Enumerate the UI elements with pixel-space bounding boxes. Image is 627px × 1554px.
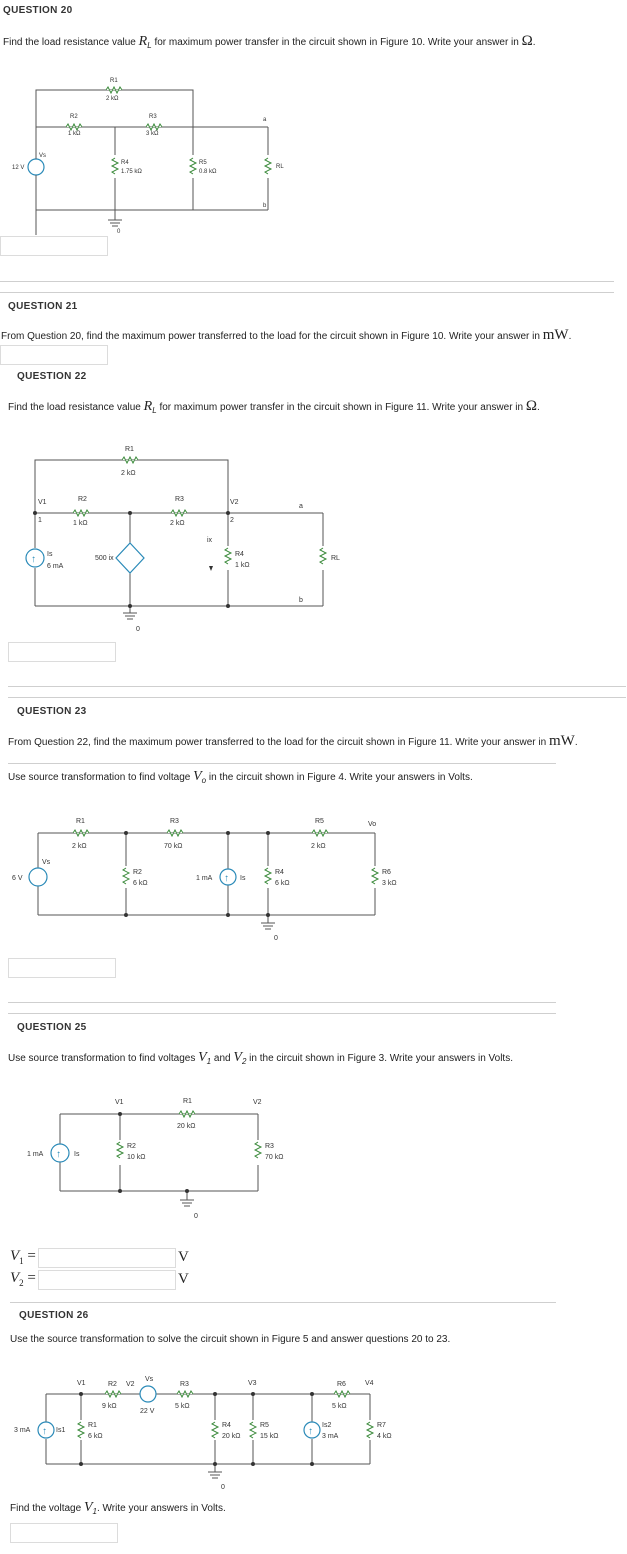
figure-5-circuit	[0, 1372, 420, 1492]
svg-text:6 kΩ: 6 kΩ	[133, 880, 148, 887]
question-22-header: QUESTION 22	[17, 371, 87, 382]
svg-text:ix: ix	[207, 537, 213, 544]
svg-text:500 ix: 500 ix	[95, 555, 114, 562]
svg-text:0: 0	[274, 935, 278, 942]
question-21-prompt: From Question 20, find the maximum power transferred to the load for the circuit shown in Figure 10. Write your answer in mW.	[1, 327, 572, 343]
svg-text:R5: R5	[315, 818, 324, 825]
svg-text:2 kΩ: 2 kΩ	[121, 470, 136, 477]
resistor-r3-icon	[177, 1391, 193, 1397]
resistor-r2-icon	[117, 1142, 123, 1158]
svg-text:R1: R1	[88, 1422, 97, 1429]
question-26-subprompt: Find the voltage $V_1$. Write your answers in Volts.	[10, 1500, 226, 1516]
resistor-r2-icon	[105, 1391, 121, 1397]
svg-text:12 V: 12 V	[12, 165, 25, 171]
svg-text:R2: R2	[133, 869, 142, 876]
svg-text:6 kΩ: 6 kΩ	[88, 1433, 103, 1440]
figure-3-circuit	[0, 1090, 310, 1225]
svg-text:V1: V1	[38, 499, 47, 506]
divider	[8, 697, 626, 698]
svg-text:15 kΩ: 15 kΩ	[260, 1433, 279, 1440]
divider	[0, 292, 614, 293]
svg-text:3 kΩ: 3 kΩ	[146, 131, 159, 137]
svg-text:R4: R4	[222, 1422, 231, 1429]
question-23-prompt: From Question 22, find the maximum power transferred to the load for the circuit shown in Figure 11. Write your answer in mW.	[8, 733, 578, 749]
v1-unit: V	[178, 1249, 189, 1265]
svg-text:R3: R3	[170, 818, 179, 825]
divider	[8, 1013, 556, 1014]
resistor-r4-icon	[225, 548, 231, 564]
svg-text:2 kΩ: 2 kΩ	[72, 843, 87, 850]
question-20-answer-input[interactable]	[0, 236, 108, 256]
svg-text:↑: ↑	[31, 554, 36, 565]
svg-text:9 kΩ: 9 kΩ	[102, 1403, 117, 1410]
voltage-source-icon	[28, 159, 44, 175]
resistor-rl-icon	[320, 548, 326, 564]
resistor-r5-icon	[190, 158, 196, 174]
svg-text:Vo: Vo	[368, 821, 377, 828]
svg-text:6 kΩ: 6 kΩ	[275, 880, 290, 887]
resistor-r3-icon	[167, 830, 183, 836]
resistor-r2-icon	[66, 124, 82, 130]
svg-text:1 kΩ: 1 kΩ	[235, 562, 250, 569]
svg-text:6 V: 6 V	[12, 875, 23, 882]
svg-text:3 kΩ: 3 kΩ	[382, 880, 397, 887]
svg-text:20 kΩ: 20 kΩ	[177, 1123, 196, 1130]
svg-text:R3: R3	[175, 496, 184, 503]
svg-text:70 kΩ: 70 kΩ	[265, 1154, 284, 1161]
svg-text:1 mA: 1 mA	[196, 875, 213, 882]
svg-text:0: 0	[221, 1484, 225, 1491]
svg-text:1.75 kΩ: 1.75 kΩ	[121, 169, 142, 175]
resistor-r1-icon	[106, 87, 122, 93]
question-24-prompt: Use source transformation to find voltage $V_o$ in the circuit shown in Figure 4. Write your answers in Volts.	[8, 769, 473, 785]
voltage-source-icon	[29, 868, 47, 886]
svg-text:V3: V3	[248, 1380, 257, 1387]
svg-text:V1: V1	[77, 1380, 86, 1387]
svg-text:Is: Is	[240, 875, 246, 882]
question-26-answer-input[interactable]	[10, 1523, 118, 1543]
resistor-r4-icon	[112, 158, 118, 174]
svg-text:2: 2	[230, 517, 234, 524]
svg-text:R1: R1	[183, 1098, 192, 1105]
resistor-r5-icon	[250, 1422, 256, 1438]
resistor-r3-icon	[146, 124, 162, 130]
svg-text:Is: Is	[47, 551, 53, 558]
svg-text:R6: R6	[337, 1381, 346, 1388]
svg-text:0: 0	[194, 1213, 198, 1220]
svg-text:Is2: Is2	[322, 1422, 332, 1429]
svg-text:70 kΩ: 70 kΩ	[164, 843, 183, 850]
resistor-r3-icon	[255, 1142, 261, 1158]
question-22-answer-input[interactable]	[8, 642, 116, 662]
svg-text:20 kΩ: 20 kΩ	[222, 1433, 241, 1440]
resistor-r6-icon	[372, 868, 378, 884]
svg-text:1: 1	[38, 517, 42, 524]
svg-text:2 kΩ: 2 kΩ	[106, 96, 119, 102]
figure-11-circuit	[0, 438, 360, 638]
svg-text:Is1: Is1	[56, 1427, 66, 1434]
svg-text:↑: ↑	[56, 1149, 61, 1160]
svg-text:R2: R2	[70, 114, 78, 120]
svg-text:R2: R2	[78, 496, 87, 503]
resistor-r1-icon	[179, 1111, 195, 1117]
svg-text:b: b	[299, 597, 303, 604]
svg-text:3 mA: 3 mA	[322, 1433, 339, 1440]
svg-text:R6: R6	[382, 869, 391, 876]
svg-text:R1: R1	[76, 818, 85, 825]
svg-text:R5: R5	[260, 1422, 269, 1429]
svg-text:2 kΩ: 2 kΩ	[170, 520, 185, 527]
svg-text:R3: R3	[180, 1381, 189, 1388]
svg-text:R4: R4	[121, 160, 129, 166]
svg-text:V2: V2	[126, 1381, 135, 1388]
divider	[8, 686, 626, 687]
svg-text:Vs: Vs	[145, 1376, 154, 1383]
svg-text:Vs: Vs	[42, 859, 51, 866]
svg-text:R4: R4	[275, 869, 284, 876]
resistor-r1-icon	[122, 457, 138, 463]
divider	[10, 1302, 556, 1303]
v2-label: $V_2$ =	[10, 1270, 36, 1288]
svg-text:RL: RL	[331, 555, 340, 562]
svg-text:↑: ↑	[42, 1426, 47, 1437]
question-21-answer-input[interactable]	[0, 345, 108, 365]
svg-text:Vs: Vs	[39, 153, 47, 159]
resistor-r7-icon	[367, 1422, 373, 1438]
resistor-r5-icon	[312, 830, 328, 836]
divider	[0, 281, 614, 282]
resistor-rl-icon	[265, 158, 271, 174]
svg-text:R2: R2	[108, 1381, 117, 1388]
svg-text:6 mA: 6 mA	[47, 563, 64, 570]
voltage-source-icon	[140, 1386, 156, 1402]
v1-label: $V_1$ =	[10, 1248, 36, 1266]
svg-text:R3: R3	[265, 1143, 274, 1150]
svg-text:R1: R1	[125, 446, 134, 453]
question-23-header: QUESTION 23	[17, 706, 87, 717]
svg-text:R2: R2	[127, 1143, 136, 1150]
resistor-r1-icon	[78, 1422, 84, 1438]
svg-text:4 kΩ: 4 kΩ	[377, 1433, 392, 1440]
question-20-header: QUESTION 20	[3, 5, 73, 16]
svg-text:1 kΩ: 1 kΩ	[73, 520, 88, 527]
resistor-r4-icon	[265, 868, 271, 884]
divider	[8, 763, 556, 764]
dependent-source-icon	[116, 543, 144, 573]
svg-text:a: a	[299, 503, 303, 510]
question-25-header: QUESTION 25	[17, 1022, 87, 1033]
v2-unit: V	[178, 1271, 189, 1287]
question-26-header: QUESTION 26	[19, 1310, 89, 1321]
question-25-prompt: Use source transformation to find voltages $V_1$ and $V_2$ in the circuit shown in Figure 3. Write your answers in Volts.	[8, 1050, 513, 1066]
svg-text:3 mA: 3 mA	[14, 1427, 31, 1434]
svg-text:↑: ↑	[308, 1426, 313, 1437]
svg-text:2 kΩ: 2 kΩ	[311, 843, 326, 850]
divider	[8, 1002, 556, 1003]
svg-text:V1: V1	[115, 1099, 124, 1106]
svg-text:V2: V2	[230, 499, 239, 506]
svg-text:0: 0	[136, 626, 140, 633]
svg-text:R4: R4	[235, 551, 244, 558]
svg-text:V4: V4	[365, 1380, 374, 1387]
question-22-prompt: Find the load resistance value $R_L$ for maximum power transfer in the circuit shown in Figure 11. Write your answer in Ω.	[8, 398, 540, 415]
resistor-r4-icon	[212, 1422, 218, 1438]
v1-answer-input[interactable]	[38, 1248, 176, 1268]
question-26-prompt: Use the source transformation to solve the circuit shown in Figure 5 and answer questions 20 to 23.	[10, 1334, 451, 1345]
v2-answer-input[interactable]	[38, 1270, 176, 1290]
svg-text:5 kΩ: 5 kΩ	[175, 1403, 190, 1410]
resistor-r6-icon	[334, 1391, 350, 1397]
svg-text:a: a	[263, 117, 267, 123]
svg-text:22 V: 22 V	[140, 1408, 155, 1415]
svg-text:↑: ↑	[224, 873, 229, 884]
svg-text:10 kΩ: 10 kΩ	[127, 1154, 146, 1161]
resistor-r3-icon	[171, 510, 187, 516]
question-24-answer-input[interactable]	[8, 958, 116, 978]
resistor-r2-icon	[73, 510, 89, 516]
svg-text:0: 0	[117, 229, 121, 235]
svg-text:1 kΩ: 1 kΩ	[68, 131, 81, 137]
question-21-header: QUESTION 21	[8, 301, 78, 312]
figure-10-circuit	[0, 70, 290, 235]
svg-text:RL: RL	[276, 164, 284, 170]
svg-text:V2: V2	[253, 1099, 262, 1106]
resistor-r1-icon	[73, 830, 89, 836]
svg-text:b: b	[263, 203, 267, 209]
svg-text:0.8 kΩ: 0.8 kΩ	[199, 169, 217, 175]
svg-text:R7: R7	[377, 1422, 386, 1429]
svg-text:1 mA: 1 mA	[27, 1151, 44, 1158]
svg-text:R1: R1	[110, 78, 118, 84]
svg-text:R3: R3	[149, 114, 157, 120]
figure-4-circuit	[0, 808, 420, 948]
svg-text:5 kΩ: 5 kΩ	[332, 1403, 347, 1410]
question-20-prompt: Find the load resistance value $R_L$ for maximum power transfer in the circuit shown in Figure 10. Write your answer in Ω.	[3, 33, 536, 50]
resistor-r2-icon	[123, 868, 129, 884]
svg-text:Is: Is	[74, 1151, 80, 1158]
svg-text:R5: R5	[199, 160, 207, 166]
